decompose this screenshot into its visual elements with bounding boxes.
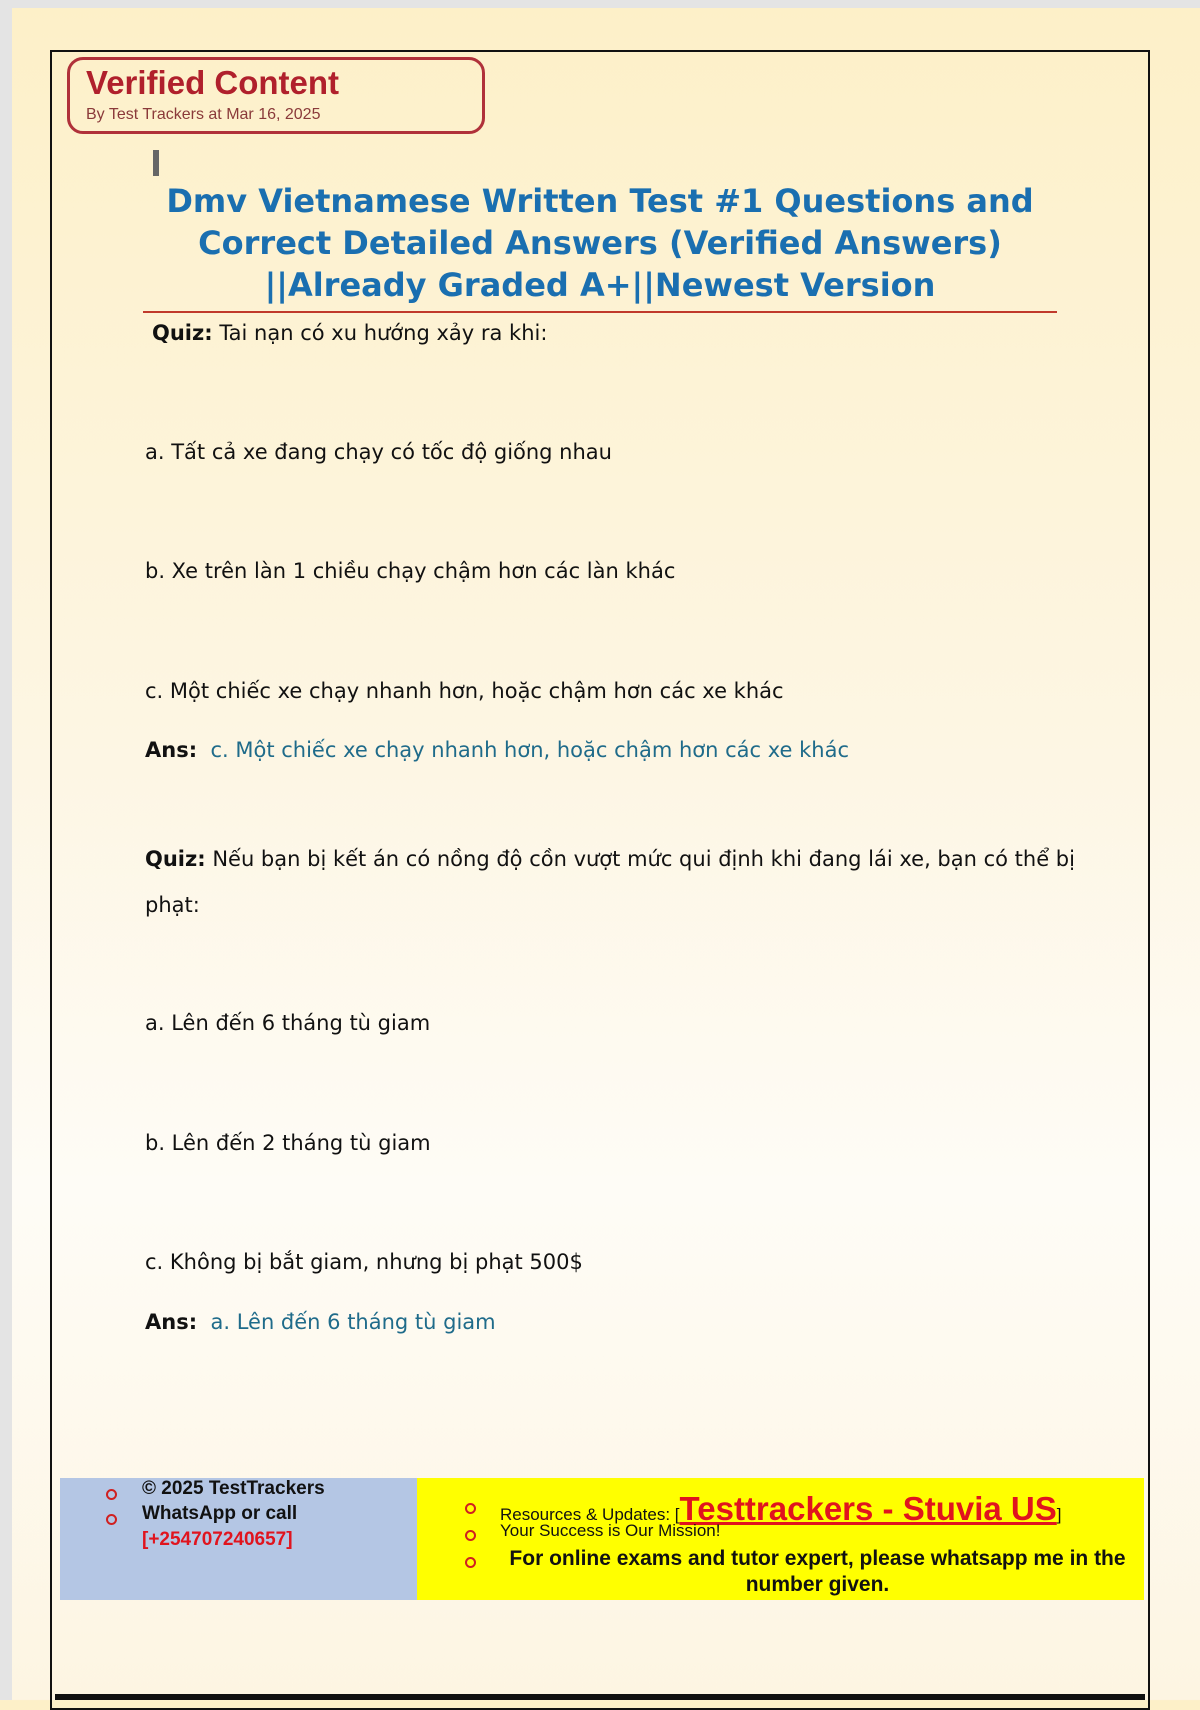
answer-text: c. Một chiếc xe chạy nhanh hơn, hoặc chậm hơn các xe khác xyxy=(210,738,850,762)
window-left-border xyxy=(0,0,12,1700)
title-line-3: ||Already Graded A+||Newest Version xyxy=(264,266,936,304)
bullet-icon xyxy=(465,1557,476,1568)
bullet-icon xyxy=(465,1503,476,1514)
question-2 xyxy=(145,847,1075,871)
page-title xyxy=(143,180,1057,306)
footer-phone[interactable]: [+254707240657] xyxy=(142,1529,293,1550)
answer-text: a. Lên đến 6 tháng tù giam xyxy=(210,1310,496,1334)
question-text: Nếu bạn bị kết án có nồng độ cồn vượt mức qui định khi đang lái xe, bạn có thể bị xyxy=(212,847,1075,871)
answer-1 xyxy=(145,738,849,762)
option-2b: b. Lên đến 2 tháng tù giam xyxy=(145,1131,431,1155)
question-1 xyxy=(152,321,547,345)
window-top-border xyxy=(0,0,1200,8)
page-bottom-border xyxy=(55,1694,1145,1700)
option-1c: c. Một chiếc xe chạy nhanh hơn, hoặc chậm hơn các xe khác xyxy=(145,679,784,703)
question-2-cont: phạt: xyxy=(145,893,200,917)
bullet-icon xyxy=(465,1530,476,1541)
question-text: Tai nạn có xu hướng xảy ra khi: xyxy=(219,321,548,345)
title-line-1: Dmv Vietnamese Written Test #1 Questions and xyxy=(166,182,1034,220)
text-cursor xyxy=(153,150,159,176)
bullet-icon xyxy=(106,1489,117,1500)
bullet-icon xyxy=(106,1514,117,1525)
title-divider xyxy=(143,311,1057,313)
ans-label: Ans: xyxy=(145,1310,198,1334)
option-1a: a. Tất cả xe đang chạy có tốc độ giống nhau xyxy=(145,440,612,464)
verified-badge xyxy=(67,57,485,134)
quiz-label: Quiz: xyxy=(145,847,206,871)
resources-close: ] xyxy=(1056,1505,1062,1524)
quiz-label: Quiz: xyxy=(152,321,213,345)
ans-label: Ans: xyxy=(145,738,198,762)
option-2a: a. Lên đến 6 tháng tù giam xyxy=(145,1011,431,1035)
option-1b: b. Xe trên làn 1 chiều chạy chậm hơn các làn khác xyxy=(145,559,676,583)
resources-label: Resources & Updates: [ xyxy=(500,1505,680,1524)
title-line-2: Correct Detailed Answers (Verified Answers) xyxy=(198,224,1002,262)
verified-subtitle: By Test Trackers at Mar 16, 2025 xyxy=(86,106,321,123)
option-2c: c. Không bị bắt giam, nhưng bị phạt 500$ xyxy=(145,1250,583,1274)
answer-2 xyxy=(145,1310,496,1334)
footer-whatsapp: WhatsApp or call xyxy=(142,1503,298,1524)
stuvia-link[interactable]: Testtrackers - Stuvia US xyxy=(679,1490,1057,1527)
footer-cta: For online exams and tutor expert, please whatsapp me in the number given. xyxy=(509,1547,1126,1596)
footer-mission: Your Success is Our Mission! xyxy=(500,1521,721,1540)
footer-copyright: © 2025 TestTrackers xyxy=(142,1478,325,1499)
verified-title: Verified Content xyxy=(86,64,340,101)
